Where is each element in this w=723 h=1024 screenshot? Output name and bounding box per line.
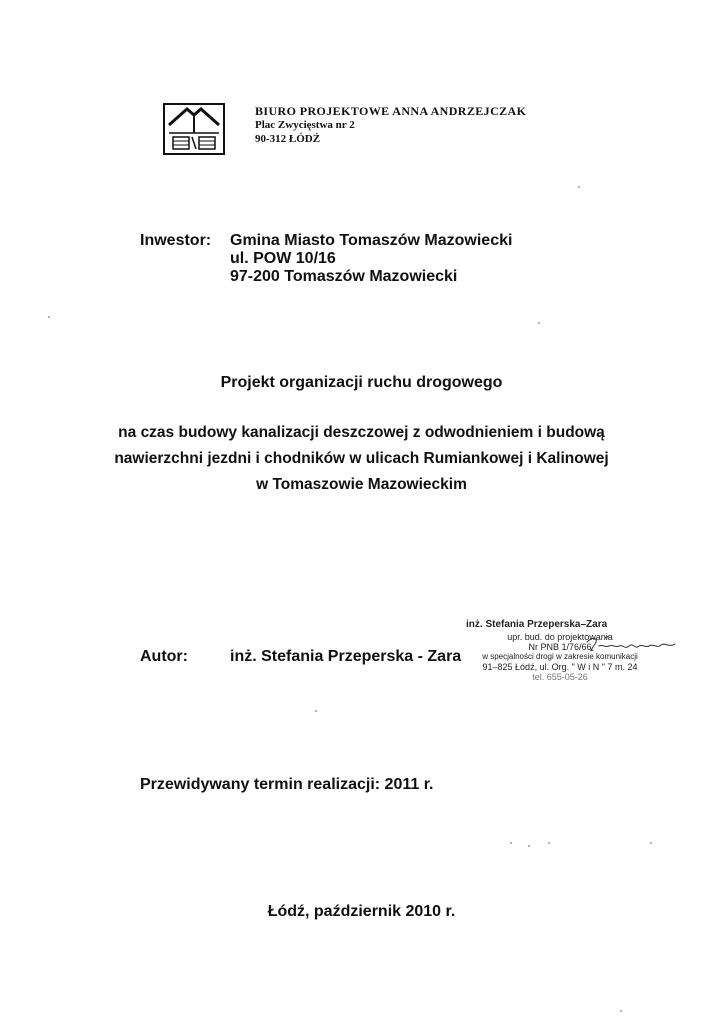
scan-speck — [578, 186, 580, 188]
stamp-line: Nr PNB 1/76/66 — [528, 642, 592, 652]
investor-details — [230, 232, 512, 286]
office-header — [255, 104, 526, 146]
project-title: Projekt organizacji ruchu drogowego — [220, 374, 503, 391]
scan-speck — [315, 710, 317, 712]
office-name: BIURO PROJEKTOWE ANNA ANDRZEJCZAK — [255, 104, 527, 118]
investor-city: 97-200 Tomaszów Mazowiecki — [230, 268, 458, 285]
author-label: Autor: — [140, 648, 188, 665]
investor-name: Gmina Miasto Tomaszów Mazowiecki — [230, 232, 513, 249]
author-name: inż. Stefania Przeperska - Zara — [230, 648, 462, 665]
scan-speck — [510, 842, 512, 844]
stamp-line: 91–825 Łódź, ul. Org. " W i N " 7 m. 24 — [482, 662, 638, 672]
handwritten-signature — [585, 634, 680, 660]
realization-deadline: Przewidywany termin realizacji: 2011 r. — [140, 776, 434, 793]
scan-speck — [528, 845, 530, 847]
project-desc-line: nawierzchni jezdni i chodników w ulicach Rumiankowej i Kalinowej — [114, 450, 609, 467]
scan-speck — [620, 1010, 622, 1012]
scan-speck — [48, 316, 50, 318]
project-description — [0, 420, 723, 498]
scan-speck — [548, 842, 550, 844]
office-city: 90-312 ŁÓDŹ — [255, 133, 321, 145]
scan-speck — [538, 322, 540, 324]
investor-label: Inwestor: — [140, 232, 212, 249]
scan-speck — [650, 842, 652, 844]
stamp-name: inż. Stefania Przeperska–Zara — [466, 619, 608, 630]
house-logo-icon — [163, 103, 225, 155]
place-and-date: Łódź, październik 2010 r. — [267, 903, 456, 920]
stamp-line: upr. bud. do projektowania — [507, 632, 613, 642]
stamp-line: w specjalności drogi w zakresie komunikacji — [482, 652, 638, 661]
project-desc-line: w Tomaszowie Mazowieckim — [256, 476, 467, 493]
office-street: Plac Zwycięstwa nr 2 — [255, 119, 355, 131]
project-desc-line: na czas budowy kanalizacji deszczowej z odwodnieniem i budową — [118, 424, 605, 441]
stamp-line: tel. 655-05-26 — [532, 672, 588, 682]
investor-street: ul. POW 10/16 — [230, 250, 336, 267]
